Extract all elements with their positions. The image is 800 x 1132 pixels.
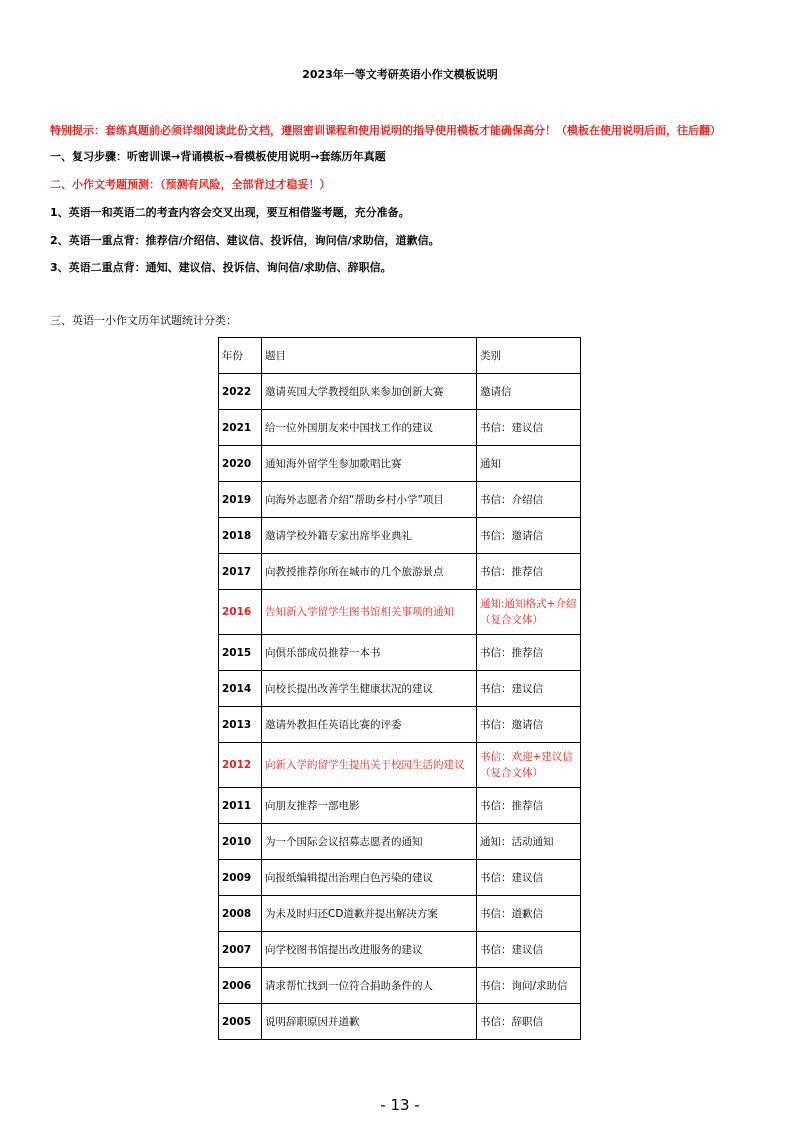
year-cell: 2012 (219, 743, 262, 788)
topic-cell: 请求帮忙找到一位符合捐助条件的人 (262, 968, 477, 1004)
table-row (219, 707, 581, 743)
category-cell: 书信：辞职信 (477, 1004, 581, 1040)
year-cell: 2013 (219, 707, 262, 743)
category-cell: 书信：建议信 (477, 671, 581, 707)
header-topic: 题目 (262, 338, 477, 374)
table-row (219, 374, 581, 410)
topic-cell: 向新入学的留学生提出关于校园生活的建议 (262, 743, 477, 788)
table-row (219, 743, 581, 788)
topic-cell: 向校长提出改善学生健康状况的建议 (262, 671, 477, 707)
category-cell: 书信：建议信 (477, 932, 581, 968)
category-cell: 通知:通知格式+介绍（复合文体） (477, 590, 581, 635)
year-cell: 2010 (219, 824, 262, 860)
year-cell: 2015 (219, 635, 262, 671)
table-row (219, 1004, 581, 1040)
category-cell: 书信：推荐信 (477, 554, 581, 590)
category-cell: 通知 (477, 446, 581, 482)
topic-cell: 为未及时归还CD道歉并提出解决方案 (262, 896, 477, 932)
category-cell: 书信：推荐信 (477, 788, 581, 824)
topic-cell: 给一位外国朋友来中国找工作的建议 (262, 410, 477, 446)
table-row (219, 824, 581, 860)
category-cell: 书信：询问/求助信 (477, 968, 581, 1004)
exam-topics-table (218, 337, 581, 1040)
year-cell: 2021 (219, 410, 262, 446)
category-cell: 书信：欢迎+建议信（复合文体） (477, 743, 581, 788)
year-cell: 2009 (219, 860, 262, 896)
category-cell: 书信：道歉信 (477, 896, 581, 932)
topic-cell: 邀请英国大学教授组队来参加创新大赛 (262, 374, 477, 410)
point-1: 1、英语一和英语二的考查内容会交叉出现，要互相借鉴考题，充分准备。 (50, 206, 410, 219)
point-3: 3、英语二重点背：通知、建议信、投诉信、询问信/求助信、辞职信。 (50, 261, 392, 274)
page-title: 2023年一等文考研英语小作文模板说明 (302, 68, 498, 81)
topic-cell: 说明辞职原因并道歉 (262, 1004, 477, 1040)
point-2: 2、英语一重点背：推荐信/介绍信、建议信、投诉信，询问信/求助信，道歉信。 (50, 234, 440, 247)
category-cell: 通知：活动通知 (477, 824, 581, 860)
table-row (219, 788, 581, 824)
year-cell: 2008 (219, 896, 262, 932)
prediction-heading: 二、小作文考题预测：（预测有风险，全部背过才稳妥！） (50, 178, 331, 191)
table-row (219, 968, 581, 1004)
topic-cell: 通知海外留学生参加歌唱比赛 (262, 446, 477, 482)
year-cell: 2018 (219, 518, 262, 554)
category-cell: 邀请信 (477, 374, 581, 410)
year-cell: 2005 (219, 1004, 262, 1040)
table-row (219, 482, 581, 518)
topic-cell: 为一个国际会议招募志愿者的通知 (262, 824, 477, 860)
table-row (219, 446, 581, 482)
category-cell: 书信：邀请信 (477, 707, 581, 743)
page-number: - 13 - (380, 1096, 420, 1114)
year-cell: 2006 (219, 968, 262, 1004)
header-category: 类别 (477, 338, 581, 374)
topic-cell: 邀请外教担任英语比赛的评委 (262, 707, 477, 743)
topic-cell: 邀请学校外籍专家出席毕业典礼 (262, 518, 477, 554)
special-tip: 特别提示：套练真题前必须详细阅读此份文档，遵照密训课程和使用说明的指导使用模板才能确保高分！（模板在使用说明后面，往后翻） (50, 124, 721, 137)
year-cell: 2007 (219, 932, 262, 968)
table-row (219, 635, 581, 671)
year-cell: 2014 (219, 671, 262, 707)
topic-cell: 向学校图书馆提出改进服务的建议 (262, 932, 477, 968)
table-row (219, 671, 581, 707)
topic-cell: 向俱乐部成员推荐一本书 (262, 635, 477, 671)
year-cell: 2022 (219, 374, 262, 410)
category-cell: 书信：建议信 (477, 410, 581, 446)
category-cell: 书信：推荐信 (477, 635, 581, 671)
category-cell: 书信：建议信 (477, 860, 581, 896)
review-steps: 一、复习步骤：听密训课→背诵模板→看模板使用说明→套练历年真题 (50, 150, 386, 163)
year-cell: 2017 (219, 554, 262, 590)
topic-cell: 告知新入学留学生图书馆相关事项的通知 (262, 590, 477, 635)
category-cell: 书信：邀请信 (477, 518, 581, 554)
header-year: 年份 (219, 338, 262, 374)
table-row (219, 590, 581, 635)
year-cell: 2016 (219, 590, 262, 635)
year-cell: 2019 (219, 482, 262, 518)
table-header-row (219, 338, 581, 374)
table-row (219, 554, 581, 590)
table-body (219, 374, 581, 1040)
topic-cell: 向教授推荐你所在城市的几个旅游景点 (262, 554, 477, 590)
table-row (219, 518, 581, 554)
section-3-heading: 三、英语一小作文历年试题统计分类： (50, 314, 237, 327)
year-cell: 2020 (219, 446, 262, 482)
category-cell: 书信：介绍信 (477, 482, 581, 518)
year-cell: 2011 (219, 788, 262, 824)
topic-cell: 向海外志愿者介绍“帮助乡村小学”项目 (262, 482, 477, 518)
table-row (219, 932, 581, 968)
topic-cell: 向朋友推荐一部电影 (262, 788, 477, 824)
table-row (219, 896, 581, 932)
topic-cell: 向报纸编辑提出治理白色污染的建议 (262, 860, 477, 896)
table-row (219, 860, 581, 896)
table-row (219, 410, 581, 446)
